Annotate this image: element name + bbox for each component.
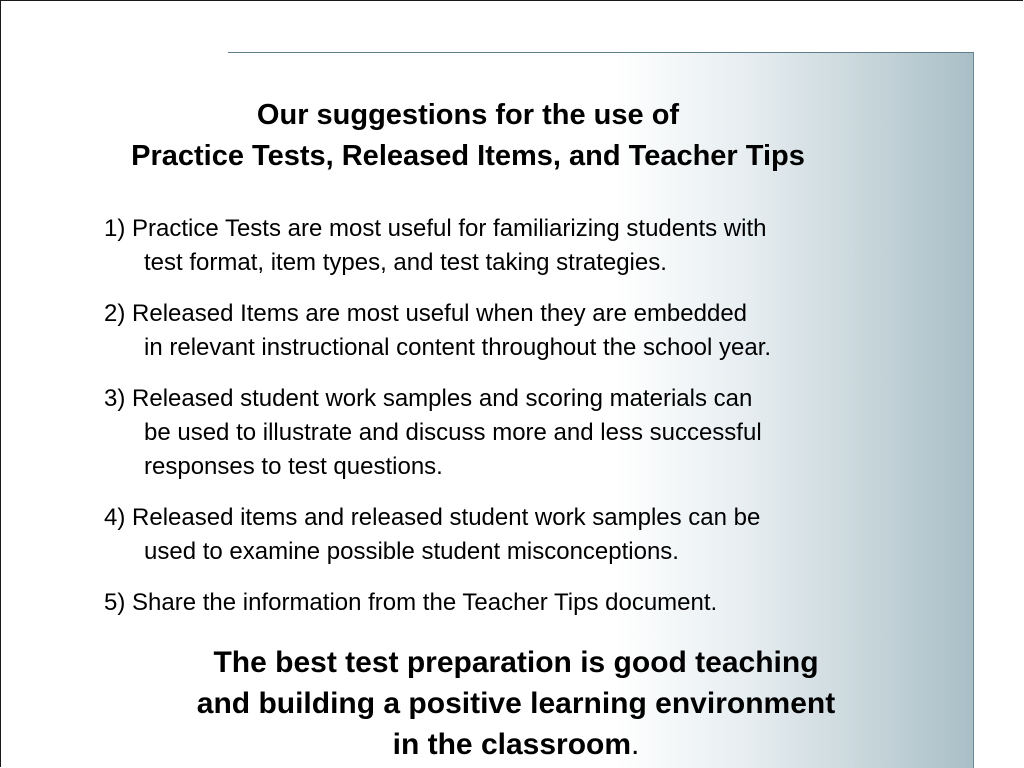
suggestion-1-line-2: test format, item types, and test taking strategies.: [144, 249, 667, 276]
suggestion-2-line-1: 2) Released Items are most useful when they are embedded: [104, 300, 748, 327]
suggestion-4-line-1: 4) Released items and released student work samples can be: [104, 504, 761, 531]
suggestion-1-line-1: 1) Practice Tests are most useful for familiarizing students with: [104, 215, 767, 242]
slide-title: [0, 95, 936, 177]
suggestion-item-1: [104, 212, 904, 280]
closing-line-1: The best test preparation is good teaching: [213, 646, 819, 679]
title-line-1: Our suggestions for the use of: [256, 99, 680, 131]
suggestion-item-4: [104, 501, 904, 569]
closing-line-2: and building a positive learning environment: [196, 687, 836, 720]
closing-line-3: [100, 724, 932, 765]
suggestion-3-line-2: be used to illustrate and discuss more and less successful: [144, 419, 762, 446]
closing-statement: [100, 642, 932, 765]
closing-line-3-text: in the classroom: [392, 728, 632, 761]
suggestion-item-2: [104, 297, 904, 365]
suggestion-5-line-1: 5) Share the information from the Teacher Tips document.: [104, 589, 718, 616]
suggestion-list: [104, 212, 904, 637]
suggestion-item-3: [104, 382, 904, 484]
suggestion-4-line-2: used to examine possible student misconceptions.: [144, 538, 679, 565]
closing-period: .: [631, 728, 640, 761]
suggestion-3-line-1: 3) Released student work samples and scoring materials can: [104, 385, 753, 412]
suggestion-item-5: [104, 586, 904, 620]
title-line-2: Practice Tests, Released Items, and Teacher Tips: [131, 140, 805, 172]
suggestion-2-line-2: in relevant instructional content throughout the school year.: [144, 334, 772, 361]
suggestion-3-line-3: responses to test questions.: [144, 453, 443, 480]
